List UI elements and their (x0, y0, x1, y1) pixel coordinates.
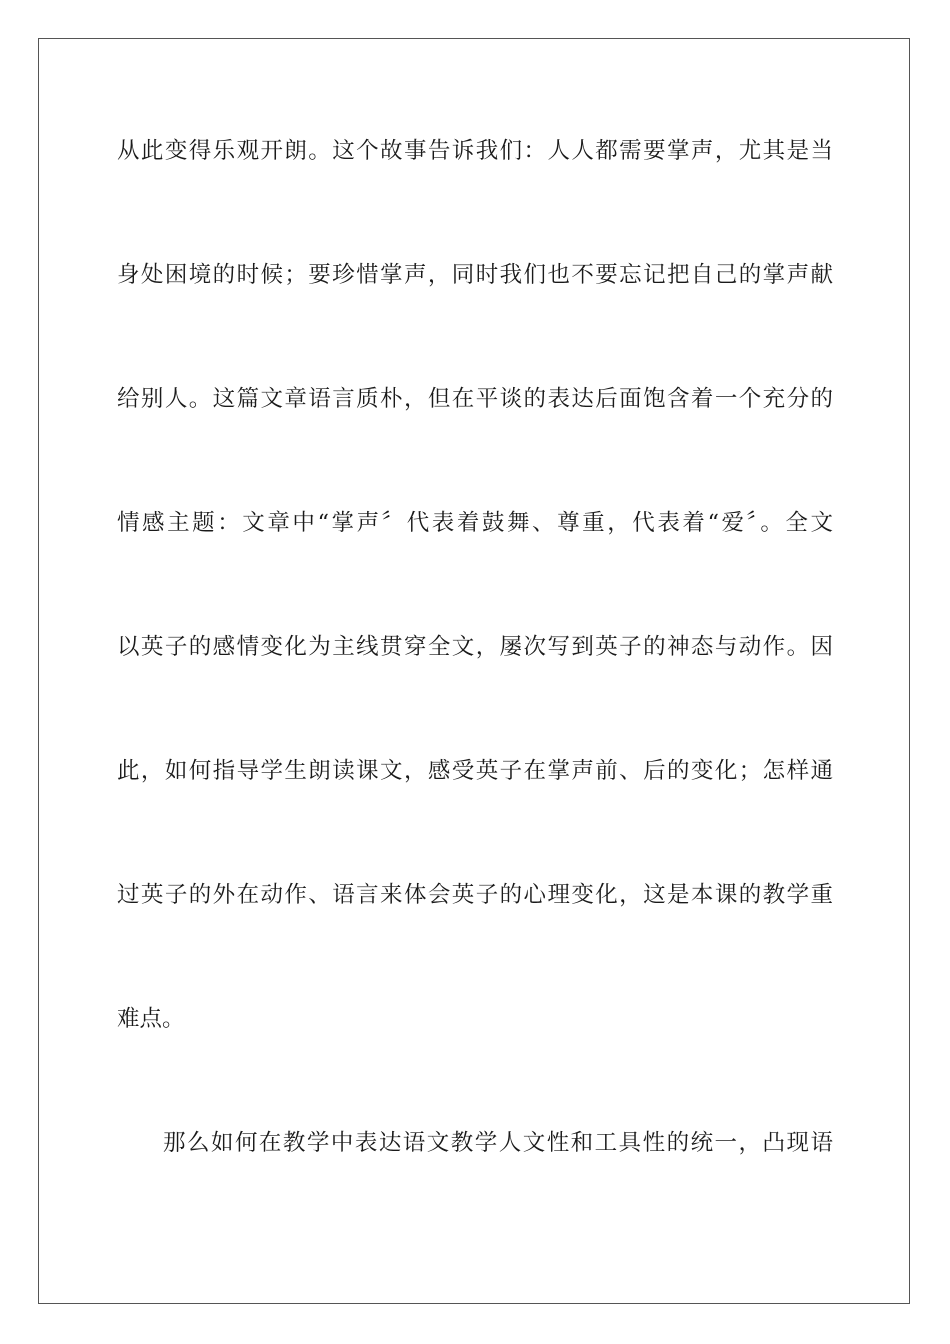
paragraph-line-4: 情感主题：文章中“掌声〞代表着鼓舞、尊重，代表着“爱〞。全文 (117, 510, 833, 536)
paragraph-2-line-1: 那么如何在教学中表达语文教学人文性和工具性的统一，凸现语 (163, 1130, 833, 1156)
page-border (38, 38, 910, 1304)
paragraph-line-7: 过英子的外在动作、语言来体会英子的心理变化，这是本课的教学重 (117, 882, 833, 908)
paragraph-line-6: 此，如何指导学生朗读课文，感受英子在掌声前、后的变化；怎样通 (117, 758, 833, 784)
paragraph-line-1: 从此变得乐观开朗。这个故事告诉我们：人人都需要掌声，尤其是当 (117, 138, 833, 164)
paragraph-line-5: 以英子的感情变化为主线贯穿全文，屡次写到英子的神态与动作。因 (117, 634, 833, 660)
paragraph-line-8: 难点。 (117, 1006, 185, 1032)
paragraph-line-3: 给别人。这篇文章语言质朴，但在平谈的表达后面饱含着一个充分的 (117, 386, 833, 412)
paragraph-line-2: 身处困境的时候；要珍惜掌声，同时我们也不要忘记把自己的掌声献 (117, 262, 833, 288)
